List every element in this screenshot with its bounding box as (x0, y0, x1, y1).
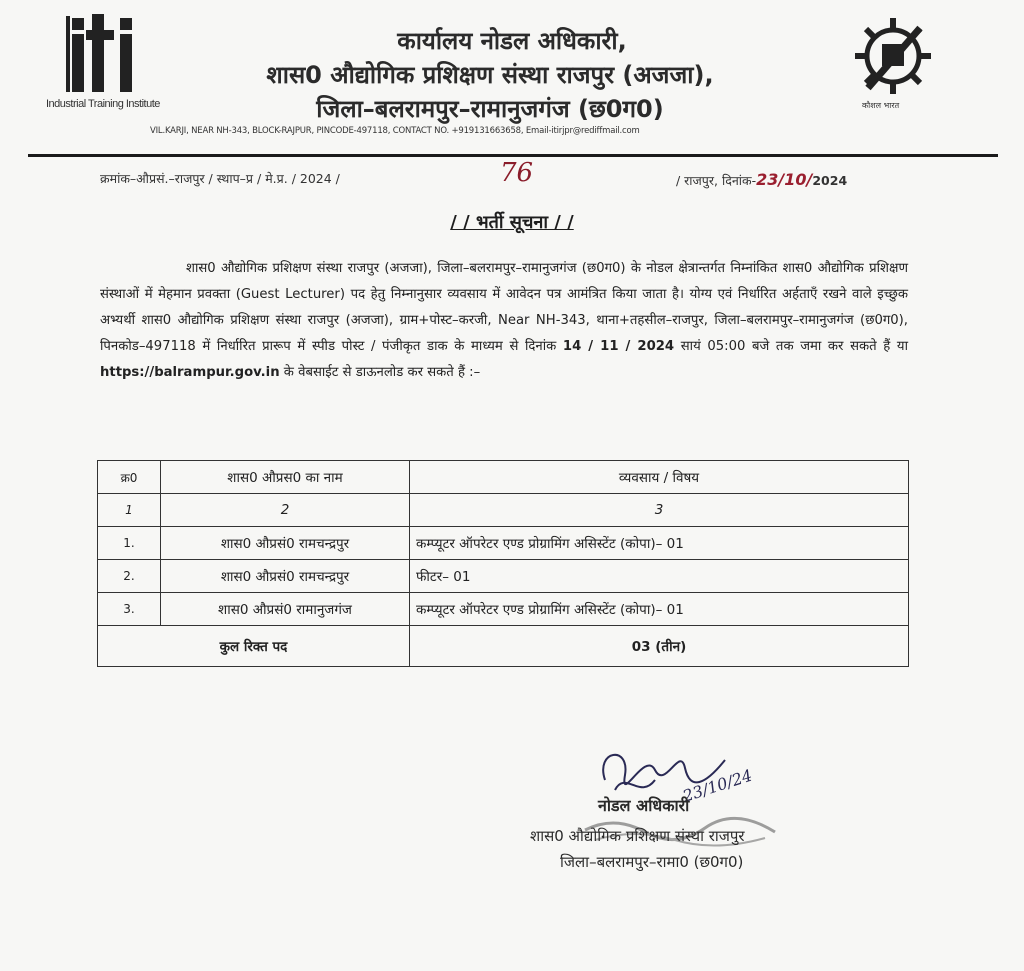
row-trade: फीटर– 01 (410, 560, 909, 593)
row-trade: कम्प्यूटर ऑपरेटर एण्ड प्रोग्रामिंग असिस्टेंट (कोपा)– 01 (410, 593, 909, 626)
row-sno: 1. (98, 527, 161, 560)
header-trade: व्यवसाय / विषय (410, 461, 909, 494)
row-trade: कम्प्यूटर ऑपरेटर एण्ड प्रोग्रामिंग असिस्टेंट (कोपा)– 01 (410, 527, 909, 560)
body-part2: सायं 05:00 बजे तक जमा कर सकते हैं या (680, 339, 908, 354)
last-date: 14 / 11 / 2024 (562, 339, 675, 354)
body-part1: शास0 औद्योगिक प्रशिक्षण संस्था राजपुर (अजजा), जिला–बलरामपुर–रामानुजगंज (छ0ग0) के नोडल क्षेत्रान्तर्गत निम्नांकित शास0 औद्योगिक प्रशिक्षण संस्थाओं में मेहमान प्रवक्ता (Guest Lecturer) पद हेतु निम्नानुसार व्यवसाय में आवेदन पत्र आमंत्रित किया जाता है। योग्य एवं निर्धारित अर्हताएँ रखने वाले इच्छुक अभ्यर्थी शास0 औद्योगिक प्रशिक्षण संस्था राजपुर (अजजा), ग्राम+पोस्ट–करजी, Near NH-343, थाना+तहसील–राजपुर, जिला–बलरामपुर–रामानुजगंज (छ0ग0), पिनकोड–497118 में निर्धारित प्रारूप में स्पीड पोस्ट / पंजीकृत डाक के माध्यम से दिनांक (100, 261, 908, 354)
table-row (98, 527, 909, 560)
header-iti-name: शास0 औप्रस0 का नाम (161, 461, 410, 494)
notice-title-text: / / भर्ती सूचना / / (450, 212, 574, 233)
header-rule (28, 154, 998, 157)
row-iti: शास0 औप्रसं0 रामचन्द्रपुर (161, 527, 410, 560)
institute-name: शास0 औद्योगिक प्रशिक्षण संस्था राजपुर (अजजा), (266, 61, 714, 89)
col-number: 1 (98, 494, 161, 527)
reference-year: 2024 (812, 173, 848, 188)
table-header-row (98, 461, 909, 494)
signature-date: 23/10/24 (680, 765, 755, 806)
handwritten-date: 23/10/ (756, 170, 813, 189)
office-title: कार्यालय नोडल अधिकारी, (397, 27, 627, 55)
reference-date-label: / राजपुर, दिनांक- (676, 173, 757, 188)
table-row (98, 560, 909, 593)
table-total-row (98, 626, 909, 667)
notice-body (100, 256, 908, 386)
body-part3: के वेबसाईट से डाऊनलोड कर सकते हैं :– (283, 365, 481, 380)
total-value: 03 (तीन) (410, 626, 909, 667)
website-link[interactable]: https://balrampur.gov.in (100, 365, 280, 380)
row-sno: 2. (98, 560, 161, 593)
reference-number: 76 (500, 158, 534, 188)
col-number: 2 (161, 494, 410, 527)
vacancy-table (97, 460, 909, 667)
table-row (98, 593, 909, 626)
row-iti: शास0 औप्रसं0 रामचन्द्रपुर (161, 560, 410, 593)
logo-caption: Industrial Training Institute (46, 98, 160, 110)
header-sno: क्र0 (98, 461, 161, 494)
table-number-row (98, 494, 909, 527)
district-name: जिला–बलरामपुर–रामानुजगंज (छ0ग0) (316, 95, 664, 123)
reference-date (676, 170, 847, 189)
emblem-caption: कौशल भारत (862, 101, 900, 110)
row-iti: शास0 औप्रसं0 रामानुजगंज (161, 593, 410, 626)
institute-address: VIL.KARJI, NEAR NH-343, BLOCK-RAJPUR, PINCODE-497118, CONTACT NO. +919131663658, Email-itirjpr@rediffmail.com (150, 126, 640, 136)
signatory-title: नोडल अधिकारी (598, 796, 690, 815)
reference-number-label: क्रमांक–औप्रसं.–राजपुर / स्थाप–प्र / मे.प्र. / 2024 / (100, 171, 340, 186)
notice-title (0, 210, 1024, 234)
signatory-district: जिला–बलरामपुर–रामा0 (छ0ग0) (560, 853, 744, 871)
row-sno: 3. (98, 593, 161, 626)
col-number: 3 (410, 494, 909, 527)
total-label: कुल रिक्त पद (98, 626, 410, 667)
signatory-institute: शास0 औद्योगिक प्रशिक्षण संस्था राजपुर (530, 827, 745, 845)
